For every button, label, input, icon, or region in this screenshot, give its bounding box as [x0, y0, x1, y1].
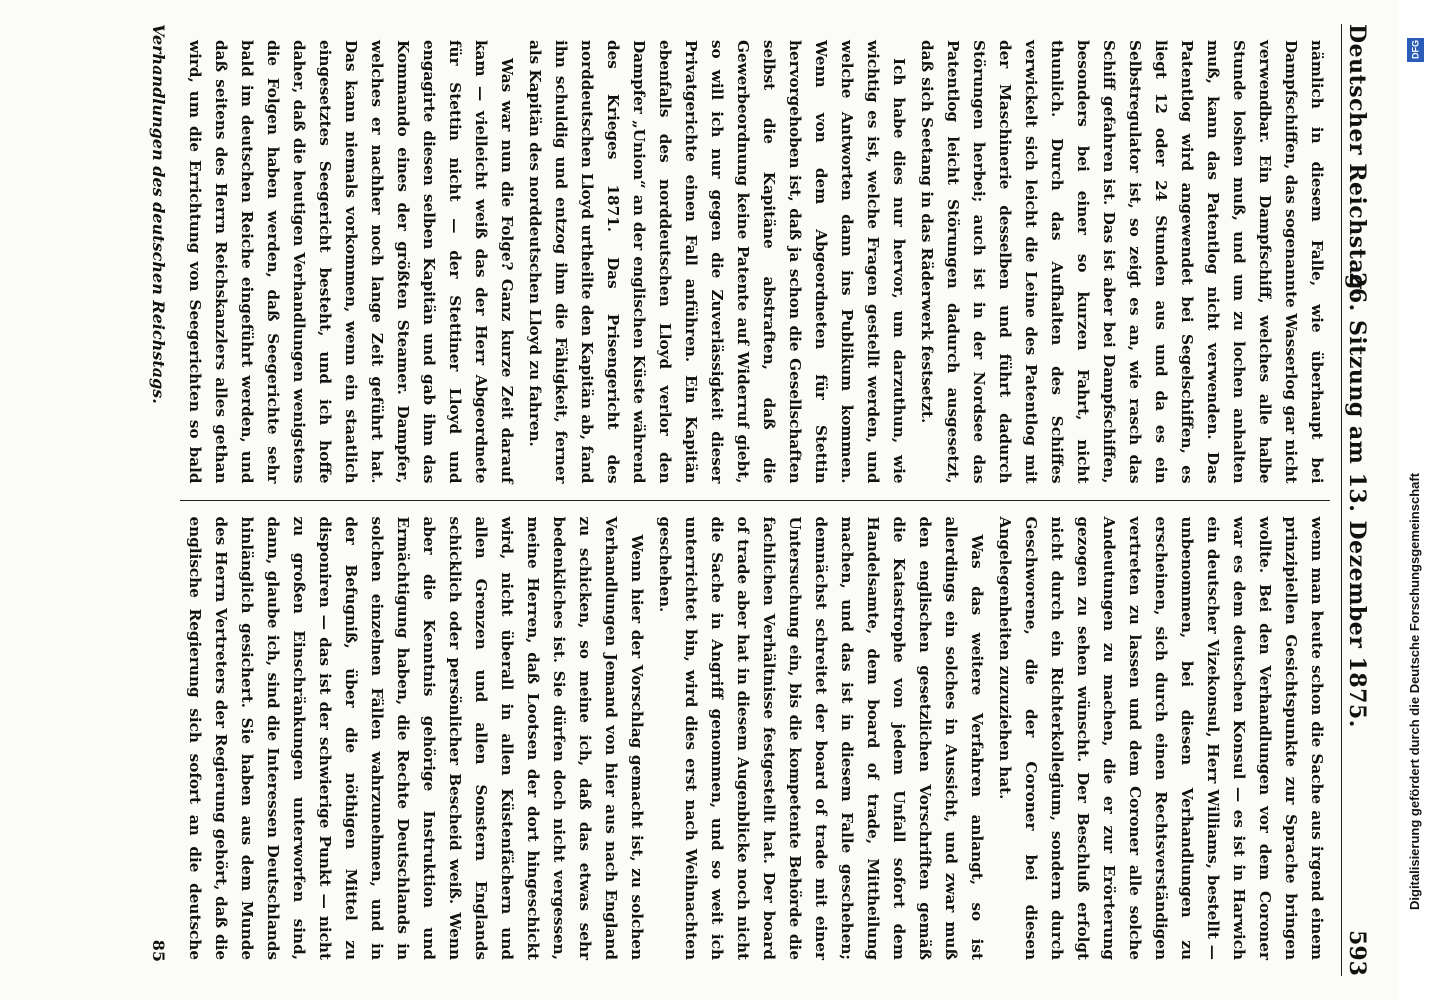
- footer-sheet-number: 85: [149, 939, 168, 962]
- paragraph: Was war nun die Folge? Ganz kurze Zeit darauf kam — vielleicht weiß das der Herr Abgeordnete für Stettin nicht — der Stettiner Lloyd und engagirte diesen selben Kapitän und gab ihm das Kommando eines der größten Steamer. Dampfer, welches er nachher noch lange Zeit geführt hat. Das kann niemals vorkommen, wenn ein staatlich eingesetztes Seegericht besteht, und ich hoffe daher, daß die heutigen Verhandlungen wenigstens die Folgen haben werden, daß Seegerichte sehr bald im deutschen Reiche eingeführt werden, und daß seitens des Herrn Reichskanzlers alles gethan wird, um die Errichtung von Seegerichten so bald: [186, 40, 516, 484]
- dfg-logo: DFG: [1407, 38, 1424, 62]
- paragraph: Ich habe dies nur hervor, um darzuthun, wie wichtig es ist, welche Fragen gestellt werden, und welche Antworten dann ins Publikum kommen. Wenn von dem Abgeordneten für Stettin hervorgehoben ist, daß ja schon die Gesellschaften selbst die Kapitäne abstraften, daß die Gewerbeordnung keine Patente auf Widerruf giebt, so will ich nur gegen die Zuverlässigkeit dieser Privatgerichte einen Fall anführen. Ein Kapitän ebenfalls des norddeutschen Lloyd verlor den Dampfer „Union“ an der englischen Küste während des Krieges 1871. Das Prisengericht des norddeutschen Lloyd urtheilte den Kapitän ab, fand ihn schuldig und entzog ihm die Fähigkeit, ferner als Kapitän des norddeutschen Lloyd zu fahren.: [526, 40, 908, 484]
- digitization-note: Digitalisierung gefördert durch die Deutsche Forschungsgemeinschaft: [1407, 472, 1422, 910]
- document-page: [110, 0, 1400, 1000]
- paragraph: Was das weitere Verfahren anlangt, so ist allerdings ein solches in Aussicht, und zwar muß den englischen gesetzlichen Vorschriften gemäß die Katastrophe von jedem Unfall sofort dem Handelsamte, dem board of trade, Mittheilung machen, und das ist in diesem Falle geschehen; demnächst schreitet der board of trade mit einer Untersuchung ein, bis die kompetente Behörde die fachlichen Verhältnisse festgestellt hat. Der board of trade aber hat in diesem Augenblicke noch nicht die Sache in Angriff genommen, und so weit ich unterrichtet bin, wird dies erst nach Weihnachten geschehen.: [656, 516, 986, 960]
- header-page-number: 593: [1344, 930, 1370, 976]
- page-footer: [138, 24, 168, 976]
- digitization-strip: [1398, 0, 1432, 1000]
- header-session: 26. Sitzung am 13. Dezember 1875.: [1344, 272, 1370, 728]
- text-columns: [180, 24, 1330, 976]
- footer-title: Verhandlungen des deutschen Reichstags.: [149, 24, 168, 404]
- header-publication: Deutscher Reichstag.: [1344, 24, 1370, 299]
- paragraph: Wenn hier der Vorschlag gemacht ist, zu solchen Verhandlungen Jemand von hier aus nach England zu schicken, so meine ich, daß das etwas sehr bedenkliches ist. Sie dürfen doch nicht vergessen, meine Herren, daß Lootsen der dort hingeschickt wird, nicht überall in allen Küstenfächern und allen Grenzen und allen Sonstern Englands schicklich oder persönlicher Bescheid weiß. Wenn aber die Kenntnis gehörige Instruktion und Ermächtigung haben, die Rechte Deutschlands in solchen einzelnen Fällen wahrzunehmen, und in der Befugniß, über die nöthigen Mittel zu disponiren — das ist der schwierige Punkt — nicht zu großen Einschränkungen unterworfen sind, dann, glaube ich, sind die Interessen Deutschlands hinlänglich gesichert. Sie haben aus dem Munde des Herrn Vertreters der Regierung gehört, daß die englische Regierung sich sofort an die deutsche: [186, 516, 646, 960]
- right-column: [180, 500, 1330, 977]
- page-header: [1341, 24, 1376, 976]
- left-column: [180, 24, 1330, 500]
- paragraph: nämlich in diesem Falle, wie überhaupt bei Dampfschiffen, das sogenannte Wasserlog gar nicht verwendbar. Ein Dampfschiff, welches alle halbe Stunde loshen muß, und um zu lochen anhalten muß, kann das Patentlog nicht verwenden. Das Patentlog wird angewendet bei Segelschiffen, es liegt 12 oder 24 Stunden aus und da es ein Selbstregulator ist, so zeigt es an, wie rasch das Schiff gefahren ist. Das ist aber bei Dampfschiffen, besonders bei einer so kurzen Fahrt, nicht thunlich. Durch das Aufhalten des Schiffes verwickelt sich leicht die Leine des Patentlog mit der Maschinerie desselben und führt dadurch Störungen herbei; auch ist in der Nordsee das Patentlog leicht Störungen dadurch ausgesetzt, daß sich Seetang in das Räderwerk festsetzt.: [918, 40, 1326, 484]
- paragraph: wenn man heute schon die Sache aus irgend einem prinzipiellen Gesichtspunkte zur Sprache bringen wollte. Bei den Verhandlungen vor dem Coroner war es dem deutschen Konsul — es ist in Harwich ein deutscher Vizekonsul, Herr Williams, bestellt — unbenommen, bei diesen Verhandlungen zu erscheinen, sich durch einen Rechtsverständigen vertreten zu lassen und dem Coroner alle solche Andeutungen zu machen, die er zur Erörterung gezogen zu sehen wünscht. Der Beschluß erfolgt nicht durch ein Richterkollegium, sondern durch Geschworene, die der Coroner bei diesen Angelegenheiten zuzuziehen hat.: [996, 516, 1326, 960]
